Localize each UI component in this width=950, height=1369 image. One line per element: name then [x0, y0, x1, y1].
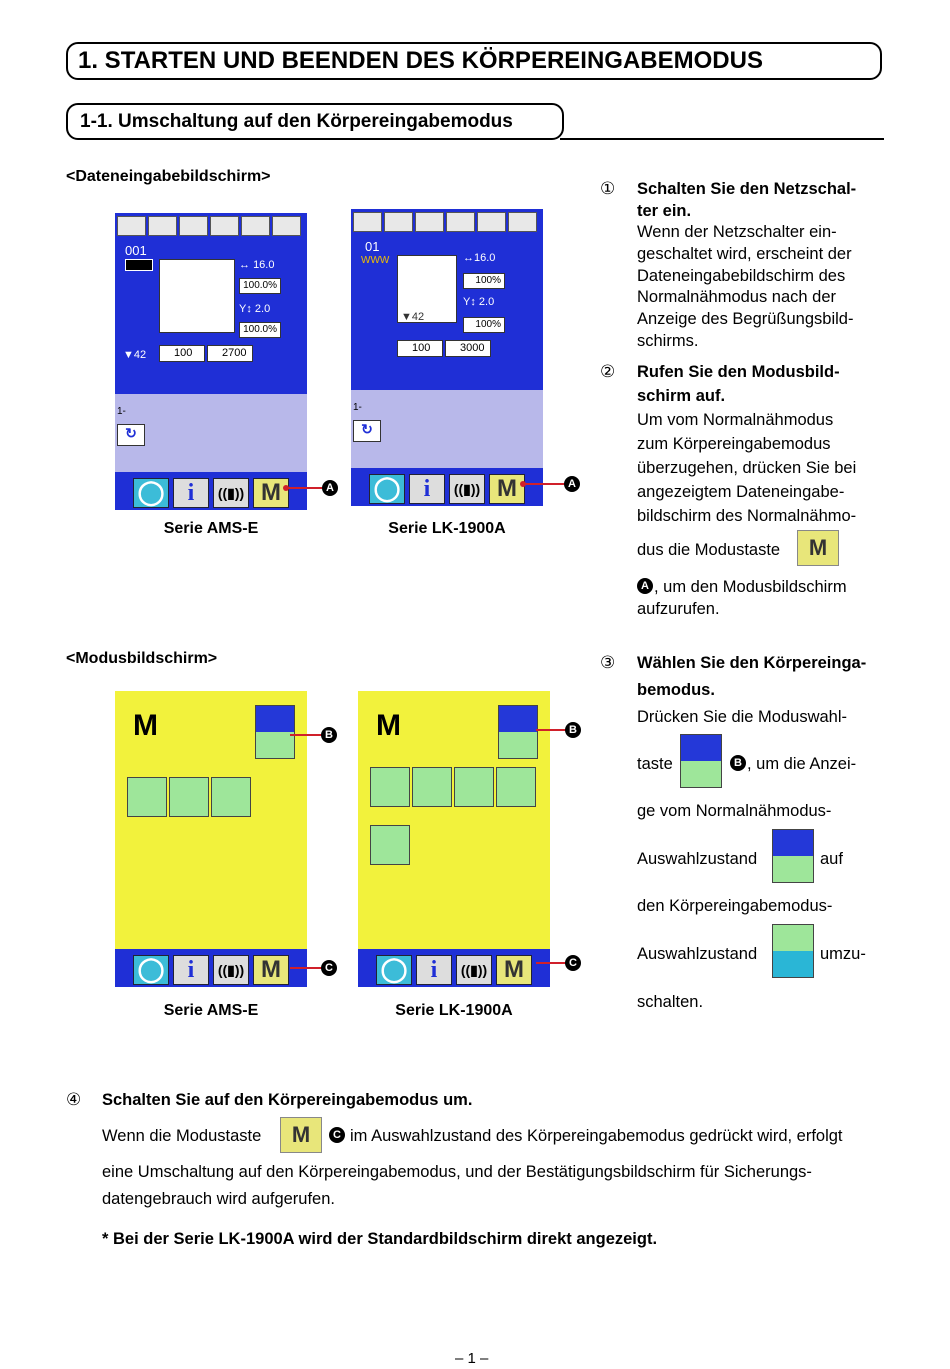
callout-line-a [522, 483, 565, 485]
step-3-line: Drücken Sie die Moduswahl- [637, 708, 848, 726]
pattern-register-button[interactable] [211, 777, 251, 817]
y-size-value: Y↕ 2.0 [463, 296, 495, 308]
callout-badge-a: A [637, 578, 653, 594]
step-1-number: ① [600, 179, 616, 198]
step-4-note: * Bei der Serie LK-1900A wird der Standardbildschirm direkt angezeigt. [102, 1230, 658, 1248]
x-scale-field[interactable]: 100% [463, 273, 505, 289]
step-1-line: Dateneingabebildschirm des [637, 267, 846, 285]
step-4-line: datengebrauch wird aufgerufen. [102, 1190, 335, 1208]
zigzag-icon: WWW [361, 255, 390, 266]
ams-mode-screen [115, 691, 307, 987]
needle-icon[interactable] [241, 216, 270, 236]
step-2-after-badge: , um den Modusbildschirm [654, 578, 847, 596]
callout-line-b [290, 734, 322, 736]
callout-dot [520, 481, 526, 487]
x-scale-field[interactable]: 100.0% [239, 278, 281, 294]
m-key-inline-icon: M [797, 530, 839, 566]
data-input-screen-label: <Dateneingabebildschirm> [66, 168, 271, 185]
step-3-line: umzu- [820, 945, 866, 963]
folder-icon[interactable] [179, 216, 208, 236]
offset-button[interactable] [370, 825, 410, 865]
thread-icon[interactable] [508, 212, 537, 232]
callout-badge-a: A [564, 476, 580, 492]
speed-field[interactable]: 100 [397, 340, 443, 357]
caption-lk-1900a: Serie LK-1900A [395, 1002, 513, 1019]
communication-button[interactable]: ((▮)) [456, 955, 492, 985]
ready-button[interactable]: ◯ [133, 478, 169, 508]
numbering-button[interactable] [412, 767, 452, 807]
m-key-inline-icon: M [280, 1117, 322, 1153]
step-2-line: bildschirm des Normalnähmo- [637, 507, 857, 525]
top-icon-row [115, 213, 307, 239]
step-3-line: Auswahlzustand [637, 850, 758, 868]
step-1-line: schirms. [637, 332, 699, 350]
callout-badge-a: A [322, 480, 338, 496]
callout-line-c [290, 967, 322, 969]
counter-field[interactable]: 2700 [207, 345, 253, 362]
pattern-no-icon[interactable] [353, 212, 382, 232]
presser-icon[interactable] [210, 216, 239, 236]
pattern-number: 01 [365, 239, 380, 254]
mode-select-key-icon [680, 734, 722, 788]
step-3-line: auf [820, 850, 843, 868]
step-2-title-1: Rufen Sie den Modusbild- [637, 363, 840, 381]
page-number: – 1 – [455, 1350, 489, 1367]
mode-screen-label: <Modusbildschirm> [66, 650, 218, 667]
sewing-shape-icon[interactable] [384, 212, 413, 232]
x-size-value: ↔ 16.0 [239, 259, 275, 271]
step-1-line: Anzeige des Begrüßungsbild- [637, 310, 854, 328]
step-1-title-1: Schalten Sie den Netzschal- [637, 180, 857, 198]
mode-letter: M [133, 709, 158, 742]
y-scale-field[interactable]: 100% [463, 317, 505, 333]
step-1-title-2: ter ein. [637, 202, 692, 220]
body-input-selected-icon [772, 924, 814, 978]
mode-key-button[interactable]: M [496, 955, 532, 985]
step-2-last: aufzurufen. [637, 600, 720, 618]
callout-line-b [536, 729, 566, 731]
step-3-line: schalten. [637, 993, 704, 1011]
callout-badge-b: B [565, 722, 581, 738]
communication-button[interactable]: ((▮)) [449, 474, 485, 504]
presser-icon[interactable] [446, 212, 475, 232]
step-2-number: ② [600, 362, 616, 381]
reset-icon[interactable]: ↻ [353, 420, 381, 442]
callout-badge-c: C [329, 1127, 345, 1143]
callout-badge-c: C [565, 955, 581, 971]
x-size-value: ↔16.0 [463, 252, 496, 264]
thread-icon[interactable] [272, 216, 301, 236]
caption-ams-e: Serie AMS-E [163, 520, 259, 537]
top-icon-row [351, 209, 543, 235]
needle-icon[interactable] [477, 212, 506, 232]
numbering-button[interactable] [169, 777, 209, 817]
lk-data-input-screen [351, 209, 543, 506]
step-2-line-key: dus die Modustaste [637, 541, 781, 559]
heading-rule [560, 138, 884, 140]
step-4-title: Schalten Sie auf den Körpereingabemodus um. [102, 1091, 473, 1109]
step-3-title-1: Wählen Sie den Körpereinga- [637, 654, 867, 672]
y-size-value: Y↕ 2.0 [239, 303, 271, 315]
callout-badge-b: B [730, 755, 746, 771]
sewing-shape-icon[interactable] [148, 216, 177, 236]
information-button[interactable]: i [409, 474, 445, 504]
reset-icon[interactable]: ↻ [117, 424, 145, 446]
mode-letter: M [376, 709, 401, 742]
step-2-line: Um vom Normalnähmodus [637, 411, 834, 429]
pattern-no-icon[interactable] [117, 216, 146, 236]
step-4-number: ④ [66, 1090, 82, 1109]
callout-line-a [285, 487, 323, 489]
cycle-button[interactable] [496, 767, 536, 807]
speed-field[interactable]: 100 [159, 345, 205, 362]
page-indicator: 1- [117, 406, 126, 417]
step-4-line: eine Umschaltung auf den Körpereingabemodus, und der Bestätigungsbildschirm für Sicherungs- [102, 1163, 812, 1181]
section-heading: 1-1. Umschaltung auf den Körpereingabemodus [66, 103, 564, 140]
step-2-title-2: schirm auf. [637, 387, 726, 405]
needle-thread-value: ▼42 [401, 311, 425, 323]
pattern-shape-mini [125, 259, 153, 271]
caption-ams-e: Serie AMS-E [163, 1002, 259, 1019]
step-1-line: Normalnähmodus nach der [637, 288, 837, 306]
chapter-heading: 1. STARTEN UND BEENDEN DES KÖRPEREINGABEMODUS [66, 42, 882, 80]
ams-data-input-screen [115, 213, 307, 510]
communication-button[interactable]: ((▮)) [213, 478, 249, 508]
step-3-line: Auswahlzustand [637, 945, 758, 963]
hand-input-button[interactable] [127, 777, 167, 817]
step-3-line: den Körpereingabemodus- [637, 897, 833, 915]
communication-button[interactable]: ((▮)) [213, 955, 249, 985]
step-4-line: im Auswahlzustand des Körpereingabemodus gedrückt wird, erfolgt [350, 1127, 843, 1145]
step-3-title-2: bemodus. [637, 681, 715, 699]
caption-lk-1900a: Serie LK-1900A [388, 520, 506, 537]
blank-icon[interactable] [415, 212, 444, 232]
callout-badge-b: B [321, 727, 337, 743]
pattern-register-button[interactable] [454, 767, 494, 807]
ready-button[interactable]: ◯ [133, 955, 169, 985]
pattern-preview [159, 259, 235, 333]
step-1-line: geschaltet wird, erscheint der [637, 245, 852, 263]
step-3-line: ge vom Normalnähmodus- [637, 802, 832, 820]
needle-thread-value: ▼42 [123, 349, 147, 361]
mode-key-button[interactable]: M [253, 955, 289, 985]
step-2-line: angezeigtem Dateneingabe- [637, 483, 845, 501]
hand-input-button[interactable] [370, 767, 410, 807]
step-3-line: , um die Anzei- [747, 755, 857, 773]
mode-key-button[interactable]: M [253, 478, 289, 508]
y-scale-field[interactable]: 100.0% [239, 322, 281, 338]
information-button[interactable]: i [173, 955, 209, 985]
callout-dot [283, 485, 289, 491]
mode-key-button[interactable]: M [489, 474, 525, 504]
step-2-line: zum Körpereingabemodus [637, 435, 831, 453]
step-2-line: überzugehen, drücken Sie bei [637, 459, 857, 477]
information-button[interactable]: i [173, 478, 209, 508]
pattern-number: 001 [125, 243, 147, 258]
lk-mode-screen [358, 691, 550, 987]
step-4-line: Wenn die Modustaste [102, 1127, 262, 1145]
step-3-line: taste [637, 755, 673, 773]
ready-button[interactable]: ◯ [369, 474, 405, 504]
callout-badge-c: C [321, 960, 337, 976]
callout-line-c [536, 962, 566, 964]
step-1-line: Wenn der Netzschalter ein- [637, 223, 837, 241]
information-button[interactable]: i [416, 955, 452, 985]
mode-select-button[interactable] [498, 705, 538, 759]
normal-mode-selected-icon [772, 829, 814, 883]
step-3-number: ③ [600, 653, 616, 672]
mode-select-button[interactable] [255, 705, 295, 759]
page-indicator: 1- [353, 402, 362, 413]
counter-field[interactable]: 3000 [445, 340, 491, 357]
ready-button[interactable]: ◯ [376, 955, 412, 985]
